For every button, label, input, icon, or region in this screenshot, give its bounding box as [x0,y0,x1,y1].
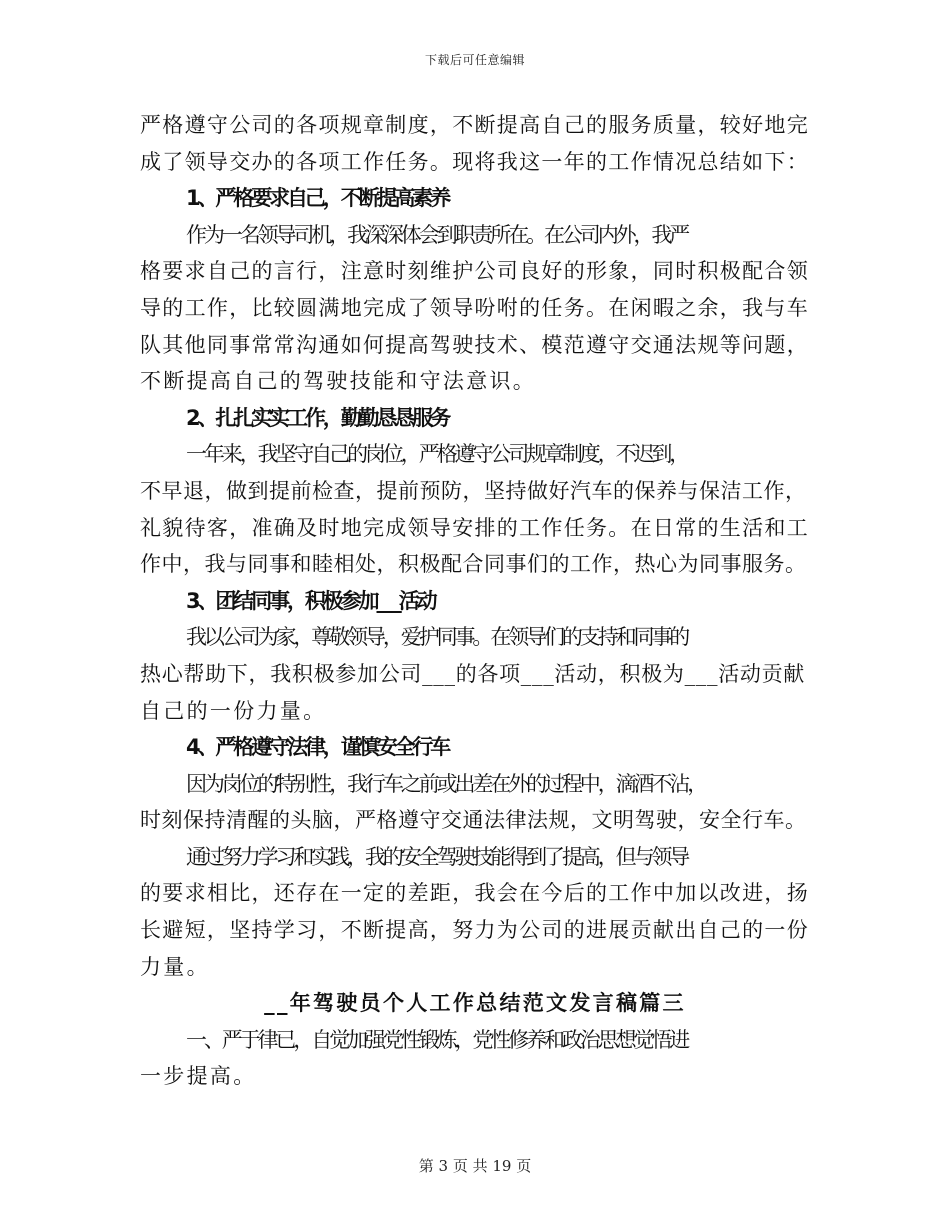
body-line: 不早退，做到提前检查，提前预防，坚持做好汽车的保养与保洁工作， [140,478,807,503]
document-body [140,107,810,1095]
body-line: 自己的一份力量。 [140,698,327,723]
body-line: 时刻保持清醒的头脑，严格遵守交通法律法规，文明驾驶，安全行车。 [140,808,807,833]
body-line: 热心帮助下，我积极参加公司___的各项___活动，积极为___活动贡献 [140,661,805,686]
section-heading: 1、严格要求自己，不断提高素养 [186,186,449,211]
body-line: 导的工作，比较圆满地完成了领导吩咐的任务。在闲暇之余，我与车 [140,295,809,320]
body-line: 不断提高自己的驾驶技能和守法意识。 [140,369,537,394]
body-line: 格要求自己的言行，注意时刻维护公司良好的形象，同时积极配合领 [140,259,809,284]
paragraph-first-line: 一、严于律已，自觉加强党性锻炼，党性修养和政治思想觉悟进 [186,1027,688,1052]
body-line: 力量。 [140,954,210,979]
body-line: 成了领导交办的各项工作任务。现将我这一年的工作情况总结如下： [140,149,809,174]
paragraph-first-line: 作为一名领导司机，我深深体会到职责所在。在公司内外，我严 [186,222,688,247]
page-header: 下载后可任意编辑 [424,53,525,67]
body-line: 作中，我与同事和睦相处，积极配合同事们的工作，热心为同事服务。 [140,552,807,577]
paragraph-first-line: 我以公司为家，尊敬领导，爱护同事。在领导们的支持和同事的 [186,625,688,650]
body-line: 长避短，坚持学习，不断提高，努力为公司的进展贡献出自己的一份 [140,918,809,943]
page-footer: 第 3 页 共 19 页 [418,1157,532,1175]
body-line: 队其他同事常常沟通如何提高驾驶技术、模范遵守交通法规等问题， [140,332,809,357]
body-line: 严格遵守公司的各项规章制度，不断提高自己的服务质量，较好地完 [140,113,809,137]
body-line: 一步提高。 [140,1064,257,1089]
article-title: __年驾驶员个人工作总结范文发言稿篇三 [264,991,686,1016]
paragraph-first-line: 因为岗位的特别性，我行车之前或出差在外的过程中，滴酒不沾， [186,771,706,796]
section-heading: 2、扎扎实实工作，勤勤恳恳服务 [186,405,449,430]
body-line: 的要求相比，还存在一定的差距，我会在今后的工作中加以改进，扬 [140,881,809,906]
section-heading: 4、严格遵守法律，谨慎安全行车 [186,735,449,760]
section-heading: 3、团结同事，积极参加___活动 [186,588,435,613]
body-line: 礼貌待客，准确及时地完成领导安排的工作任务。在日常的生活和工 [140,515,809,540]
paragraph-first-line: 通过努力学习和实践，我的安全驾驶技能得到了提高，但与领导 [186,844,688,869]
paragraph-first-line: 一年来，我坚守自己的岗位，严格遵守公司规章制度，不迟到， [186,442,688,467]
